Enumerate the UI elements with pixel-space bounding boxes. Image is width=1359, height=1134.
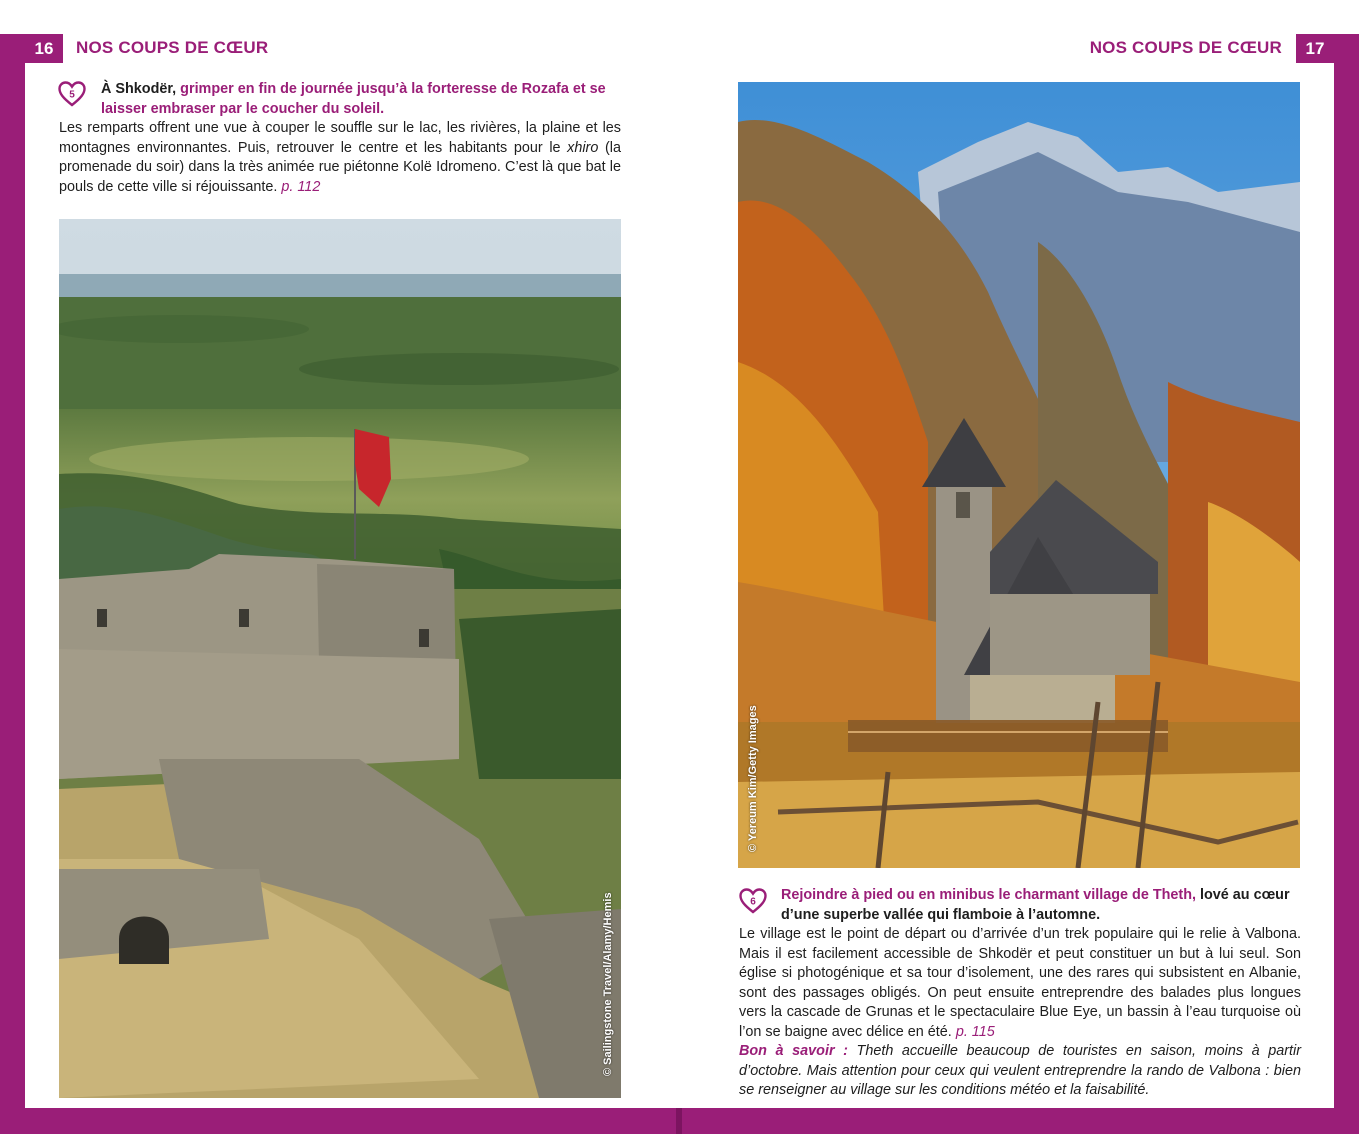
page-number-right: 17 (1296, 34, 1334, 63)
left-page-edge (0, 34, 25, 1134)
heart-icon (58, 80, 86, 108)
lead-left (101, 80, 626, 119)
photo-rozafa-fortress (59, 219, 621, 1098)
body-left-part1: Les remparts offrent une vue à couper le souffle sur le lac, les rivières, la plaine et les montagnes environnantes. Puis, retrouver le centre et les habitants pour le (59, 120, 621, 156)
heart-icon (739, 887, 767, 915)
lead-right-plain: lové au cœur d’une superbe vallée qui flamboie à l’automne. (781, 887, 1290, 923)
body-right-text: Le village est le point de départ ou d’arrivée d’un trek populaire qui le relie à Valbona. Mais il est facilement accessible de Shkodër et peut constituer un but à lui seul. Son église si photogénique et sa tour d’isolement, une des rares qui subsistent en Albanie, sont des passages obligés. On peut ensuite entreprendre des balades plus longues vers la cascade de Grunas et le spectaculaire Blue Eye, un bassin à l’eau turquoise où l’on se baigne avec délice en été. (739, 926, 1301, 1040)
page-number-left: 16 (25, 34, 63, 63)
photo-credit-left: © Sailingstone Travel/Alamy/Hemis (602, 892, 614, 1076)
right-page-edge (1334, 34, 1359, 1134)
item-number-5: 5 (69, 89, 75, 101)
section-title-right: NOS COUPS DE CŒUR (1089, 38, 1282, 57)
lead-right (781, 886, 1301, 925)
photo-theth-church (738, 82, 1300, 868)
body-left (59, 119, 621, 197)
book-gutter (676, 1108, 682, 1134)
lead-right-highlight: Rejoindre à pied ou en minibus le charmant village de Theth, (781, 887, 1197, 903)
body-right (739, 925, 1301, 1101)
top-margin (0, 0, 1359, 34)
body-left-italic: xhiro (567, 139, 599, 156)
tip-label: Bon à savoir : (739, 1043, 848, 1059)
section-title-left: NOS COUPS DE CŒUR (76, 38, 269, 57)
lead-left-highlight: grimper en fin de journée jusqu’à la forteresse de Rozafa et se laisser embraser par le coucher du soleil. (101, 81, 606, 117)
tip-text: Theth accueille beaucoup de touristes en saison, moins à partir d’octobre. Mais attention pour ceux qui veulent entreprendre la rando de Valbona : bien se renseigner au village sur les conditions météo et la faisabilité. (739, 1043, 1301, 1098)
item-number-6: 6 (750, 896, 756, 908)
body-left-part2: (la promenade du soir) dans la très animée rue piétonne Kolë Idromeno. C’est là que bat le pouls de cette ville si réjouissante. (59, 139, 621, 195)
photo-credit-right: © Yereum Kim/Getty Images (747, 705, 759, 852)
lead-left-plain: À Shkodër, (101, 81, 181, 97)
page-ref-link[interactable]: p. 112 (281, 178, 321, 195)
page-ref-link[interactable]: p. 115 (955, 1023, 995, 1040)
